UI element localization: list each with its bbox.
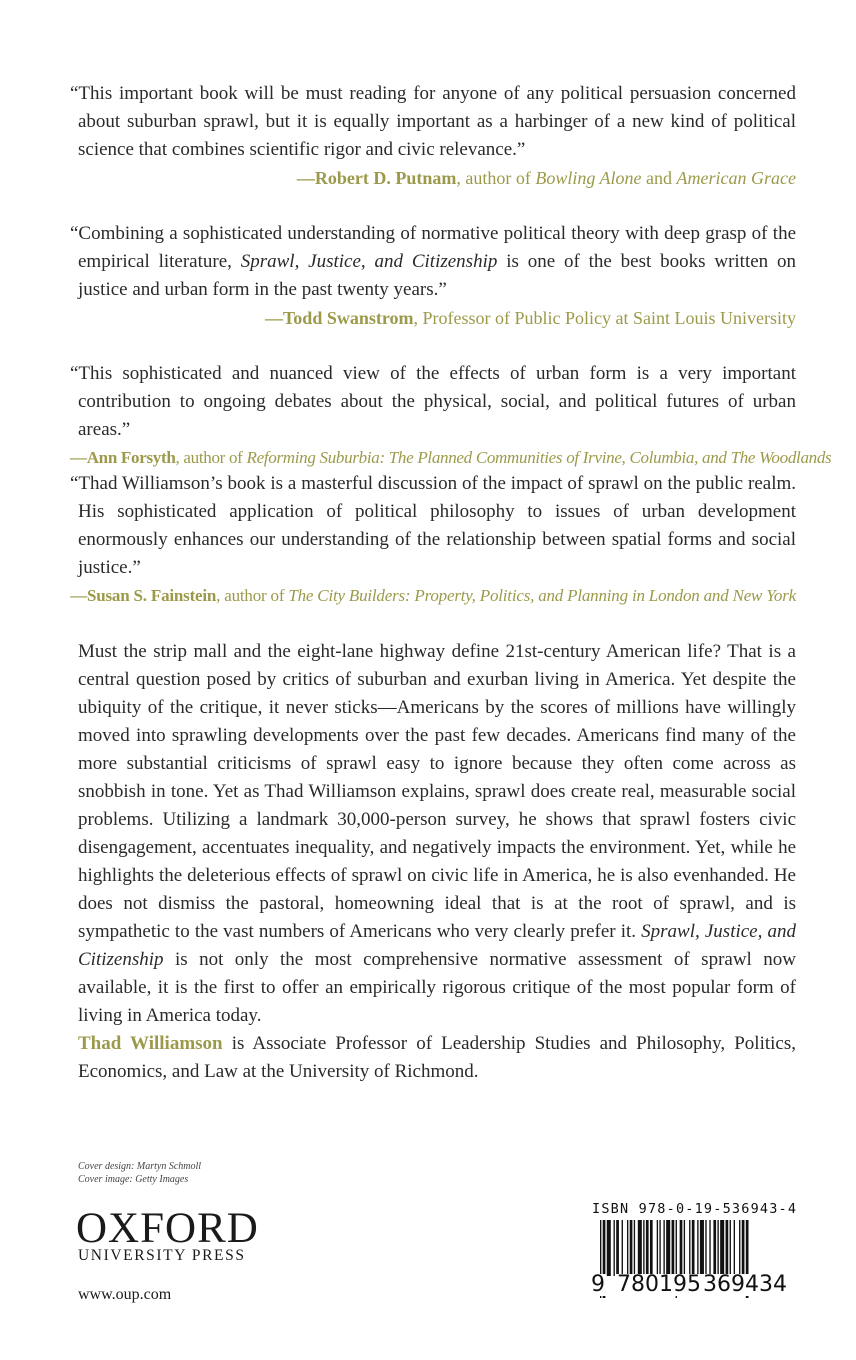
quote-attribution: [70, 444, 832, 472]
author-role: , author of: [175, 448, 247, 467]
barcode-bar: [634, 1220, 635, 1276]
barcode-bar: [726, 1220, 729, 1276]
cover-credits: [78, 1160, 201, 1186]
joiner: and: [641, 168, 677, 188]
publisher-logo: OXFORD: [76, 1205, 259, 1252]
book-title: Sprawl, Justice, and Citizenship: [78, 921, 796, 970]
barcode-bar: [680, 1220, 683, 1276]
quote-attribution: [70, 582, 796, 610]
barcode-bar: [672, 1220, 675, 1276]
barcode-bar: [720, 1220, 724, 1276]
author-name: —Todd Swanstrom: [264, 308, 414, 328]
book-title: American Grace: [676, 168, 796, 188]
quote-attribution: [70, 304, 796, 332]
barcode-bar: [630, 1220, 633, 1276]
barcode-bar: [607, 1220, 611, 1276]
barcode-bar: [705, 1220, 706, 1276]
book-title: The City Builders: Property, Politics, and Planning in London and New York: [288, 586, 796, 605]
quote-attribution: [70, 164, 796, 192]
barcode-bar: [689, 1220, 690, 1276]
author-name: Thad Williamson: [78, 1033, 223, 1054]
author-name: —Susan S. Fainstein: [70, 586, 217, 605]
quote-text: “This sophisticated and nuanced view of the effects of urban form is a very important contribution to ongoing debates about the physical, social, and political futures of urban areas.”: [70, 363, 796, 440]
isbn-text: ISBN 978-0-19-536943-4: [592, 1201, 798, 1217]
barcode-bar: [643, 1220, 644, 1276]
barcode-bar: [709, 1220, 710, 1276]
barcode-bar: [622, 1220, 623, 1276]
author-bio: [78, 1030, 796, 1086]
bio-text: is Associate Professor of Leadership Studies and Philosophy, Politics, Economics, and Law at the University of Richmond.: [78, 1033, 796, 1082]
barcode-bar: [650, 1220, 653, 1276]
quote-text: “This important book will be must reading for anyone of any political persuasion concerned about suburban sprawl, but it is equally important as a harbinger of a new kind of political science that combines scientific rigor and civic relevance.”: [70, 83, 796, 160]
barcode-bar: [730, 1220, 731, 1276]
barcode-digits-right: 369434: [703, 1272, 787, 1297]
barcode-bar: [666, 1220, 670, 1276]
publisher-logo-sub: UNIVERSITY PRESS: [78, 1247, 246, 1264]
barcode-bar: [713, 1220, 716, 1276]
book-title: Bowling Alone: [535, 168, 642, 188]
barcode-bar: [697, 1220, 698, 1276]
barcode-bar: [663, 1220, 664, 1276]
endorsement-quote-3: [70, 360, 832, 472]
author-name: —Robert D. Putnam: [296, 168, 457, 188]
barcode-digits-left: 780195: [617, 1272, 701, 1297]
author-name: —Ann Forsyth: [70, 448, 176, 467]
author-role: , Professor of Public Policy at Saint Louis University: [413, 308, 796, 328]
endorsement-quote-4: [70, 470, 796, 610]
barcode-bar: [646, 1220, 649, 1276]
author-role: , author of: [216, 586, 289, 605]
barcode-bar: [659, 1220, 660, 1276]
publisher-url: www.oup.com: [78, 1286, 172, 1303]
author-role: , author of: [456, 168, 536, 188]
quote-text: “Thad Williamson’s book is a masterful discussion of the impact of sprawl on the public realm. His sophisticated application of political philosophy to issues of urban development enormously enhances our understanding of the relationship between spatial forms and social justice.”: [70, 473, 796, 578]
book-description: [78, 638, 796, 1030]
barcode-bar: [616, 1220, 619, 1276]
cover-design-credit: Cover design: Martyn Schmoll: [78, 1161, 202, 1172]
barcode-bar: [638, 1220, 642, 1276]
barcode-bar: [700, 1220, 704, 1276]
barcode-bar: [692, 1220, 695, 1276]
book-title: Reforming Suburbia: The Planned Communities of Irvine, Columbia, and The Woodlands: [246, 448, 832, 467]
cover-image-credit: Cover image: Getty Images: [78, 1174, 189, 1185]
quote-text: is one of the best books written on justice and urban form in the past twenty years.”: [78, 251, 797, 300]
barcode-bar: [734, 1220, 735, 1276]
barcode-bar: [614, 1220, 615, 1276]
endorsement-quote-1: [70, 80, 796, 192]
barcode-digit-prefix: 9: [591, 1272, 605, 1297]
barcode-bar: [739, 1220, 740, 1276]
barcode-bar: [717, 1220, 718, 1276]
barcode-bar: [627, 1220, 628, 1276]
barcode-bar: [742, 1220, 745, 1276]
description-text: Must the strip mall and the eight-lane highway define 21st-century American life? That is a central question posed by critics of suburban and exurban living in America. Yet despite the ubiquity of the critique, it never sticks—Americans by the scores of millions have willingly moved into sprawling developments over the past few decades. Americans find many of the more substantial criticisms of sprawl easy to ignore because they often come across as snobbish in tone. Yet as Thad Williamson explains, sprawl does create real, measurable social problems. Utilizing a landmark 30,000-person survey, he shows that sprawl fosters civic disengagement, accentuates inequality, and negatively impacts the environment. Yet, while he highlights the deleterious effects of sprawl on civic life in America, he is also evenhanded. He does not dismiss the pastoral, homeowning ideal that is at the root of sprawl, and is sympathetic to the vast numbers of Americans who very clearly prefer it.: [78, 641, 796, 942]
quote-text: “Combining a sophisticated understanding of normative political theory with deep grasp of the empirical literature,: [70, 223, 796, 272]
barcode-bar: [684, 1220, 685, 1276]
barcode-bar: [657, 1220, 658, 1276]
description-text: is not only the most comprehensive normative assessment of sprawl now available, it is the first to offer an empirically rigorous critique of the most popular form of living in America today.: [78, 949, 796, 1026]
book-title: Sprawl, Justice, and Citizenship: [240, 251, 498, 272]
endorsement-quote-2: [70, 220, 796, 332]
